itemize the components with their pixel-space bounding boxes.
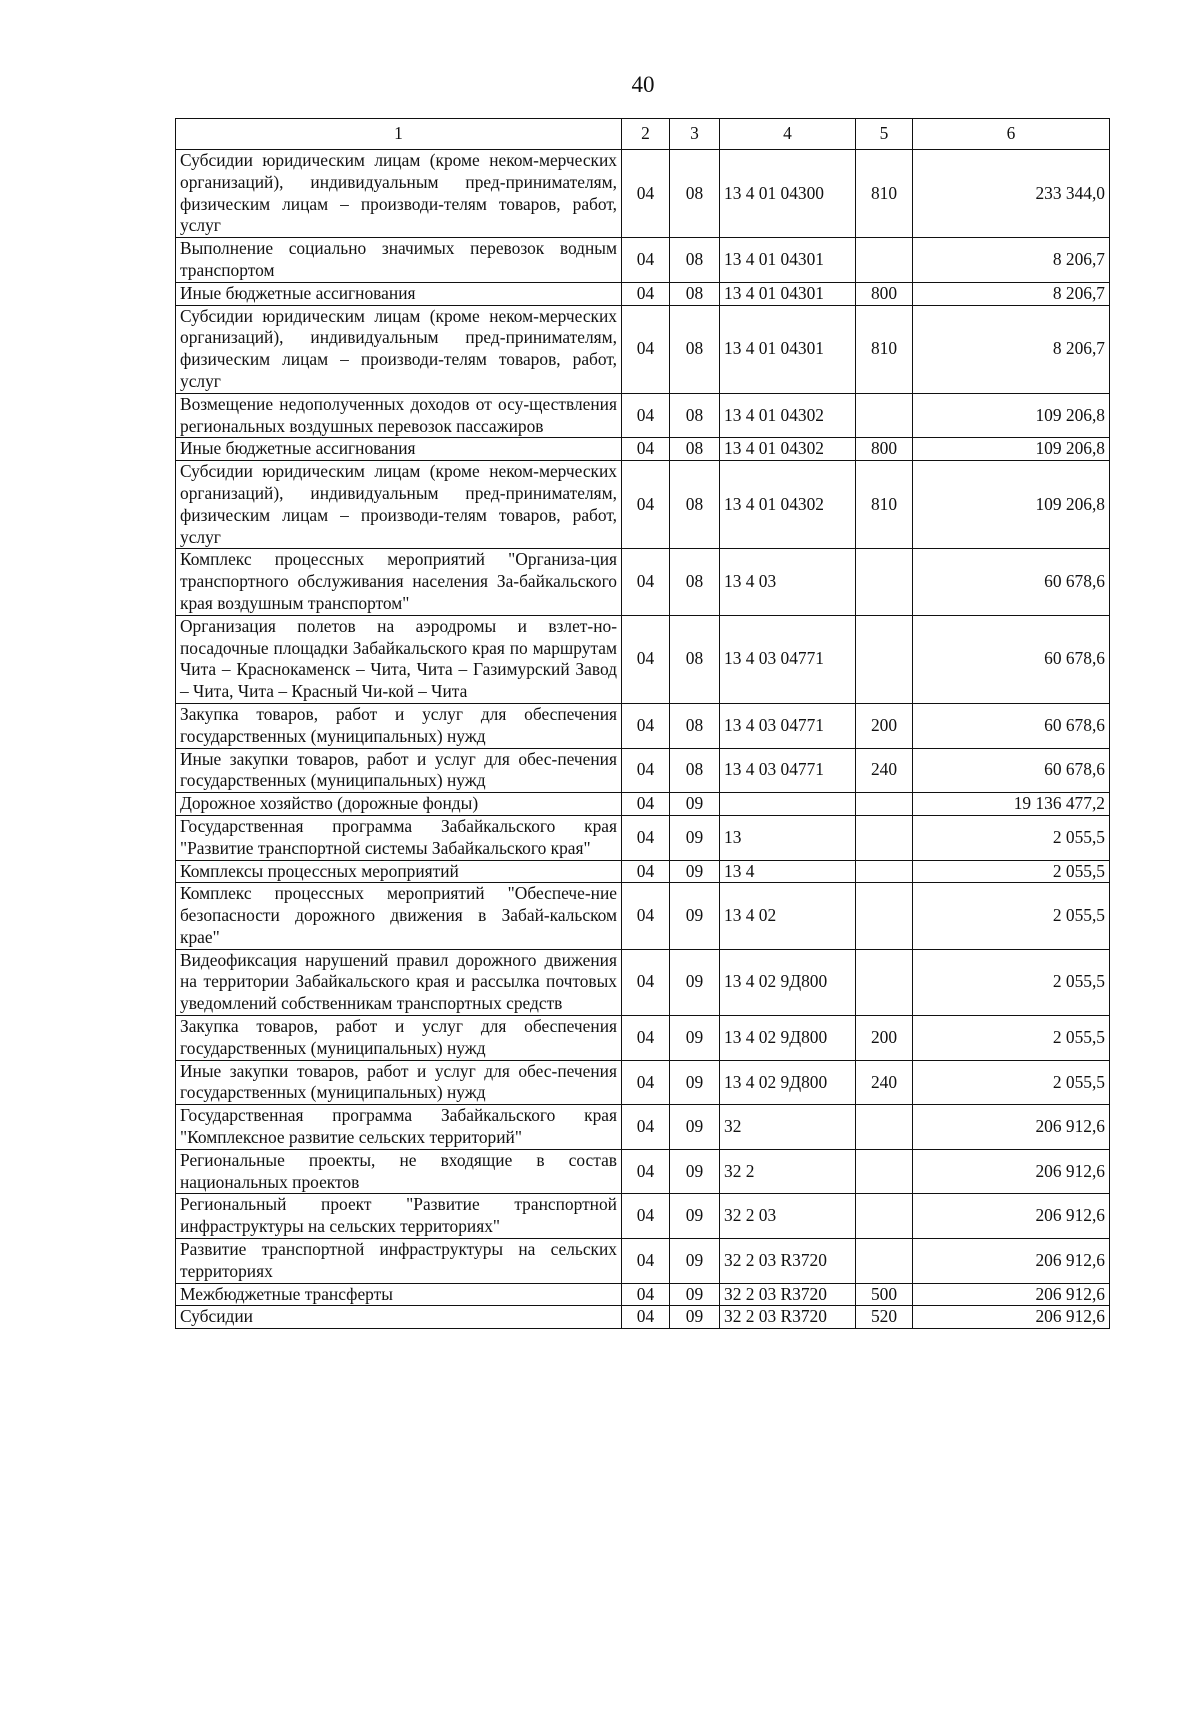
subsection-code-cell: 09: [670, 949, 720, 1015]
target-article-cell: 13 4 02: [720, 883, 856, 949]
expense-type-cell: [856, 238, 913, 283]
section-code-cell: 04: [622, 949, 670, 1015]
table-row: [176, 549, 1110, 615]
column-header: 6: [913, 119, 1110, 150]
target-article-cell: 13 4 02 9Д800: [720, 1060, 856, 1105]
subsection-code-cell: 08: [670, 549, 720, 615]
table-row: [176, 238, 1110, 283]
table-row: [176, 1149, 1110, 1194]
table-row: [176, 1306, 1110, 1329]
table-row: [176, 1105, 1110, 1150]
expense-type-cell: [856, 1149, 913, 1194]
amount-cell: 8 206,7: [913, 305, 1110, 393]
target-article-cell: 13: [720, 815, 856, 860]
expense-type-cell: 520: [856, 1306, 913, 1329]
row-name-cell: Субсидии юридическим лицам (кроме неком-мерческих организаций), индивидуальным пред-принимателям, физическим лицам – производи-телям товаров, работ, услуг: [176, 150, 622, 238]
table-row: [176, 393, 1110, 438]
amount-cell: 2 055,5: [913, 815, 1110, 860]
section-code-cell: 04: [622, 703, 670, 748]
table-row: [176, 949, 1110, 1015]
subsection-code-cell: 08: [670, 150, 720, 238]
table-row: [176, 282, 1110, 305]
amount-cell: 2 055,5: [913, 949, 1110, 1015]
table-row: [176, 860, 1110, 883]
table-row: [176, 1016, 1110, 1061]
target-article-cell: 13 4 02 9Д800: [720, 1016, 856, 1061]
row-name-cell: Комплекс процессных мероприятий "Организа-ция транспортного обслуживания населения За-байкальского края воздушным транспортом": [176, 549, 622, 615]
amount-cell: 206 912,6: [913, 1306, 1110, 1329]
section-code-cell: 04: [622, 150, 670, 238]
subsection-code-cell: 08: [670, 461, 720, 549]
section-code-cell: 04: [622, 238, 670, 283]
table-row: [176, 883, 1110, 949]
subsection-code-cell: 09: [670, 1239, 720, 1284]
row-name-cell: Региональный проект "Развитие транспортной инфраструктуры на сельских территориях": [176, 1194, 622, 1239]
amount-cell: 19 136 477,2: [913, 793, 1110, 816]
budget-table: [175, 118, 1110, 1329]
amount-cell: 2 055,5: [913, 1016, 1110, 1061]
target-article-cell: 13 4 01 04302: [720, 393, 856, 438]
subsection-code-cell: 09: [670, 1194, 720, 1239]
target-article-cell: 13 4: [720, 860, 856, 883]
amount-cell: 206 912,6: [913, 1149, 1110, 1194]
row-name-cell: Выполнение социально значимых перевозок водным транспортом: [176, 238, 622, 283]
subsection-code-cell: 08: [670, 305, 720, 393]
amount-cell: 233 344,0: [913, 150, 1110, 238]
target-article-cell: 13 4 01 04302: [720, 461, 856, 549]
target-article-cell: 13 4 02 9Д800: [720, 949, 856, 1015]
section-code-cell: 04: [622, 860, 670, 883]
row-name-cell: Региональные проекты, не входящие в состав национальных проектов: [176, 1149, 622, 1194]
target-article-cell: 32 2 03 R3720: [720, 1283, 856, 1306]
amount-cell: 2 055,5: [913, 1060, 1110, 1105]
subsection-code-cell: 08: [670, 238, 720, 283]
row-name-cell: Комплексы процессных мероприятий: [176, 860, 622, 883]
subsection-code-cell: 09: [670, 1105, 720, 1150]
table-row: [176, 793, 1110, 816]
row-name-cell: Дорожное хозяйство (дорожные фонды): [176, 793, 622, 816]
subsection-code-cell: 09: [670, 793, 720, 816]
subsection-code-cell: 08: [670, 393, 720, 438]
target-article-cell: 32 2 03 R3720: [720, 1306, 856, 1329]
row-name-cell: Государственная программа Забайкальского края "Развитие транспортной системы Забайкальского края": [176, 815, 622, 860]
table-row: [176, 815, 1110, 860]
section-code-cell: 04: [622, 615, 670, 703]
expense-type-cell: 810: [856, 150, 913, 238]
section-code-cell: 04: [622, 1105, 670, 1150]
target-article-cell: 13 4 01 04302: [720, 438, 856, 461]
table-row: [176, 615, 1110, 703]
row-name-cell: Субсидии: [176, 1306, 622, 1329]
expense-type-cell: [856, 1105, 913, 1150]
amount-cell: 2 055,5: [913, 883, 1110, 949]
row-name-cell: Закупка товаров, работ и услуг для обеспечения государственных (муниципальных) нужд: [176, 703, 622, 748]
section-code-cell: 04: [622, 549, 670, 615]
expense-type-cell: [856, 393, 913, 438]
section-code-cell: 04: [622, 1283, 670, 1306]
subsection-code-cell: 09: [670, 1283, 720, 1306]
subsection-code-cell: 08: [670, 748, 720, 793]
amount-cell: 109 206,8: [913, 438, 1110, 461]
target-article-cell: 13 4 01 04301: [720, 282, 856, 305]
row-name-cell: Иные закупки товаров, работ и услуг для обес-печения государственных (муниципальных) нужд: [176, 1060, 622, 1105]
target-article-cell: 32: [720, 1105, 856, 1150]
subsection-code-cell: 08: [670, 282, 720, 305]
column-header: 5: [856, 119, 913, 150]
expense-type-cell: [856, 615, 913, 703]
target-article-cell: 32 2 03 R3720: [720, 1239, 856, 1284]
expense-type-cell: [856, 860, 913, 883]
row-name-cell: Иные бюджетные ассигнования: [176, 282, 622, 305]
table-row: [176, 748, 1110, 793]
row-name-cell: Возмещение недополученных доходов от осу-ществления региональных воздушных перевозок пассажиров: [176, 393, 622, 438]
table-row: [176, 461, 1110, 549]
expense-type-cell: 240: [856, 1060, 913, 1105]
target-article-cell: 13 4 03 04771: [720, 748, 856, 793]
row-name-cell: Закупка товаров, работ и услуг для обеспечения государственных (муниципальных) нужд: [176, 1016, 622, 1061]
amount-cell: 206 912,6: [913, 1283, 1110, 1306]
amount-cell: 60 678,6: [913, 549, 1110, 615]
expense-type-cell: 810: [856, 461, 913, 549]
target-article-cell: 13 4 03: [720, 549, 856, 615]
row-name-cell: Иные бюджетные ассигнования: [176, 438, 622, 461]
subsection-code-cell: 09: [670, 860, 720, 883]
expense-type-cell: 800: [856, 438, 913, 461]
table-row: [176, 1239, 1110, 1284]
table-body: [176, 150, 1110, 1329]
subsection-code-cell: 09: [670, 883, 720, 949]
table-row: [176, 438, 1110, 461]
section-code-cell: 04: [622, 883, 670, 949]
target-article-cell: 13 4 01 04301: [720, 305, 856, 393]
amount-cell: 206 912,6: [913, 1105, 1110, 1150]
amount-cell: 60 678,6: [913, 748, 1110, 793]
subsection-code-cell: 08: [670, 438, 720, 461]
row-name-cell: Межбюджетные трансферты: [176, 1283, 622, 1306]
page-number: 40: [631, 72, 655, 97]
expense-type-cell: 200: [856, 703, 913, 748]
target-article-cell: [720, 793, 856, 816]
row-name-cell: Субсидии юридическим лицам (кроме неком-мерческих организаций), индивидуальным пред-принимателям, физическим лицам – производи-телям товаров, работ, услуг: [176, 305, 622, 393]
section-code-cell: 04: [622, 461, 670, 549]
expense-type-cell: [856, 1239, 913, 1284]
row-name-cell: Государственная программа Забайкальского края "Комплексное развитие сельских территорий": [176, 1105, 622, 1150]
column-header: 1: [176, 119, 622, 150]
table-row: [176, 305, 1110, 393]
target-article-cell: 13 4 03 04771: [720, 703, 856, 748]
target-article-cell: 13 4 03 04771: [720, 615, 856, 703]
section-code-cell: 04: [622, 793, 670, 816]
target-article-cell: 13 4 01 04300: [720, 150, 856, 238]
column-header: 3: [670, 119, 720, 150]
table-row: [176, 703, 1110, 748]
amount-cell: 60 678,6: [913, 615, 1110, 703]
table-row: [176, 1283, 1110, 1306]
header-row: [176, 119, 1110, 150]
amount-cell: 2 055,5: [913, 860, 1110, 883]
amount-cell: 8 206,7: [913, 238, 1110, 283]
expense-type-cell: [856, 949, 913, 1015]
target-article-cell: 13 4 01 04301: [720, 238, 856, 283]
expense-type-cell: 240: [856, 748, 913, 793]
expense-type-cell: 800: [856, 282, 913, 305]
expense-type-cell: [856, 793, 913, 816]
expense-type-cell: 200: [856, 1016, 913, 1061]
subsection-code-cell: 08: [670, 615, 720, 703]
expense-type-cell: [856, 815, 913, 860]
expense-type-cell: 810: [856, 305, 913, 393]
table-header: [176, 119, 1110, 150]
row-name-cell: Субсидии юридическим лицам (кроме неком-мерческих организаций), индивидуальным пред-принимателям, физическим лицам – производи-телям товаров, работ, услуг: [176, 461, 622, 549]
subsection-code-cell: 08: [670, 703, 720, 748]
subsection-code-cell: 09: [670, 1149, 720, 1194]
amount-cell: 60 678,6: [913, 703, 1110, 748]
expense-type-cell: [856, 549, 913, 615]
section-code-cell: 04: [622, 1239, 670, 1284]
expense-type-cell: [856, 1194, 913, 1239]
section-code-cell: 04: [622, 305, 670, 393]
column-header: 2: [622, 119, 670, 150]
section-code-cell: 04: [622, 438, 670, 461]
expense-type-cell: [856, 883, 913, 949]
row-name-cell: Иные закупки товаров, работ и услуг для обес-печения государственных (муниципальных) нужд: [176, 748, 622, 793]
subsection-code-cell: 09: [670, 1060, 720, 1105]
section-code-cell: 04: [622, 1060, 670, 1105]
subsection-code-cell: 09: [670, 1306, 720, 1329]
expense-type-cell: 500: [856, 1283, 913, 1306]
section-code-cell: 04: [622, 1016, 670, 1061]
subsection-code-cell: 09: [670, 815, 720, 860]
section-code-cell: 04: [622, 815, 670, 860]
amount-cell: 8 206,7: [913, 282, 1110, 305]
amount-cell: 206 912,6: [913, 1239, 1110, 1284]
row-name-cell: Организация полетов на аэродромы и взлет-но-посадочные площадки Забайкальского края по маршрутам Чита – Краснокаменск – Чита, Чита – Газимурский Завод – Чита, Чита – Красный Чи-кой – Чита: [176, 615, 622, 703]
row-name-cell: Развитие транспортной инфраструктуры на сельских территориях: [176, 1239, 622, 1284]
row-name-cell: Видеофиксация нарушений правил дорожного движения на территории Забайкальского края и рассылка почтовых уведомлений собственникам транспортных средств: [176, 949, 622, 1015]
section-code-cell: 04: [622, 748, 670, 793]
table-row: [176, 1060, 1110, 1105]
section-code-cell: 04: [622, 1306, 670, 1329]
section-code-cell: 04: [622, 393, 670, 438]
target-article-cell: 32 2 03: [720, 1194, 856, 1239]
table-row: [176, 150, 1110, 238]
amount-cell: 109 206,8: [913, 393, 1110, 438]
section-code-cell: 04: [622, 282, 670, 305]
target-article-cell: 32 2: [720, 1149, 856, 1194]
table-row: [176, 1194, 1110, 1239]
row-name-cell: Комплекс процессных мероприятий "Обеспече-ние безопасности дорожного движения в Забай-кальском крае": [176, 883, 622, 949]
section-code-cell: 04: [622, 1194, 670, 1239]
section-code-cell: 04: [622, 1149, 670, 1194]
amount-cell: 109 206,8: [913, 461, 1110, 549]
column-header: 4: [720, 119, 856, 150]
subsection-code-cell: 09: [670, 1016, 720, 1061]
amount-cell: 206 912,6: [913, 1194, 1110, 1239]
